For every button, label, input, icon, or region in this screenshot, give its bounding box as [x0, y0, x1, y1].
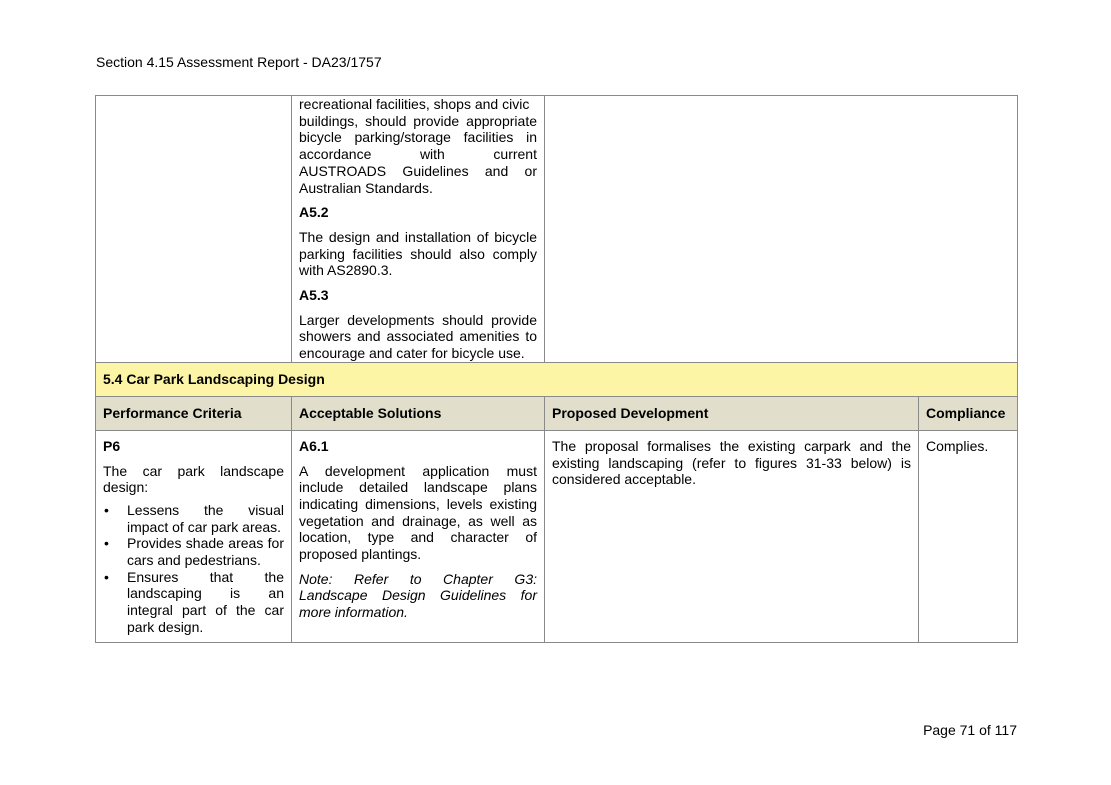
as-note: Note: Refer to Chapter G3: Landscape Design Guidelines for more information.	[299, 570, 537, 621]
proposed-development-cell	[545, 430, 919, 642]
performance-criteria-cell	[96, 430, 292, 642]
section-title: 5.4 Car Park Landscaping Design	[96, 362, 1018, 396]
pc-bullet-text: Ensures that the landscaping is an integral part of the car park design.	[127, 568, 284, 635]
continuation-performance-cell	[96, 96, 292, 363]
continuation-line: accordance with current	[299, 146, 537, 163]
as-heading: A6.1	[299, 437, 329, 454]
continuation-acceptable-cell	[292, 96, 545, 363]
continuation-proposed-cell	[545, 96, 1018, 363]
column-header-acceptable: Acceptable Solutions	[292, 396, 545, 430]
continuation-line: buildings, should provide appropriate	[299, 112, 537, 129]
compliance-text: Complies.	[926, 437, 989, 454]
list-item	[103, 535, 284, 568]
a52-text: The design and installation of bicycle parking facilities should also comply with AS2890.3.	[299, 228, 537, 279]
proposed-text: The proposal formalises the existing carpark and the existing landscaping (refer to figures 31-33 below) is considered acceptable.	[552, 437, 911, 488]
page-number: Page 71 of 117	[923, 722, 1017, 738]
section-row	[96, 362, 1018, 396]
a53-heading: A5.3	[299, 287, 329, 304]
list-item	[103, 569, 284, 636]
bullet-icon: •	[104, 535, 109, 552]
acceptable-solutions-cell	[292, 430, 545, 642]
page-header: Section 4.15 Assessment Report - DA23/1757	[96, 54, 382, 70]
pc-bullet-text: Lessens the visual impact of car park areas.	[127, 501, 284, 535]
continuation-line: Australian Standards.	[299, 179, 433, 196]
continuation-line: AUSTROADS Guidelines and or	[299, 162, 537, 179]
column-header-row	[96, 396, 1018, 430]
continuation-line: recreational facilities, shops and civic	[299, 96, 530, 112]
continuation-row	[96, 96, 1018, 363]
column-header-proposed: Proposed Development	[545, 396, 919, 430]
pc-heading: P6	[103, 437, 121, 454]
a52-heading: A5.2	[299, 204, 329, 221]
compliance-cell	[919, 430, 1018, 642]
pc-bullet-text: Provides shade areas for cars and pedestrians.	[127, 535, 284, 569]
list-item	[103, 502, 284, 535]
criteria-row	[96, 430, 1018, 642]
bullet-icon: •	[104, 501, 109, 518]
bullet-icon: •	[104, 568, 109, 585]
pc-bullet-list	[103, 502, 284, 636]
continuation-line: bicycle parking/storage facilities in	[299, 129, 537, 146]
column-header-performance: Performance Criteria	[96, 396, 292, 430]
pc-intro: The car park landscape design:	[103, 462, 284, 496]
as-text: A development application must include detailed landscape plans indicating dimensions, levels existing vegetation and drainage, as well as location, type and character of proposed plantings.	[299, 462, 537, 563]
a53-text: Larger developments should provide showers and associated amenities to encourage and cater for bicycle use.	[299, 311, 537, 362]
column-header-compliance: Compliance	[919, 396, 1018, 430]
assessment-table	[95, 95, 1018, 643]
